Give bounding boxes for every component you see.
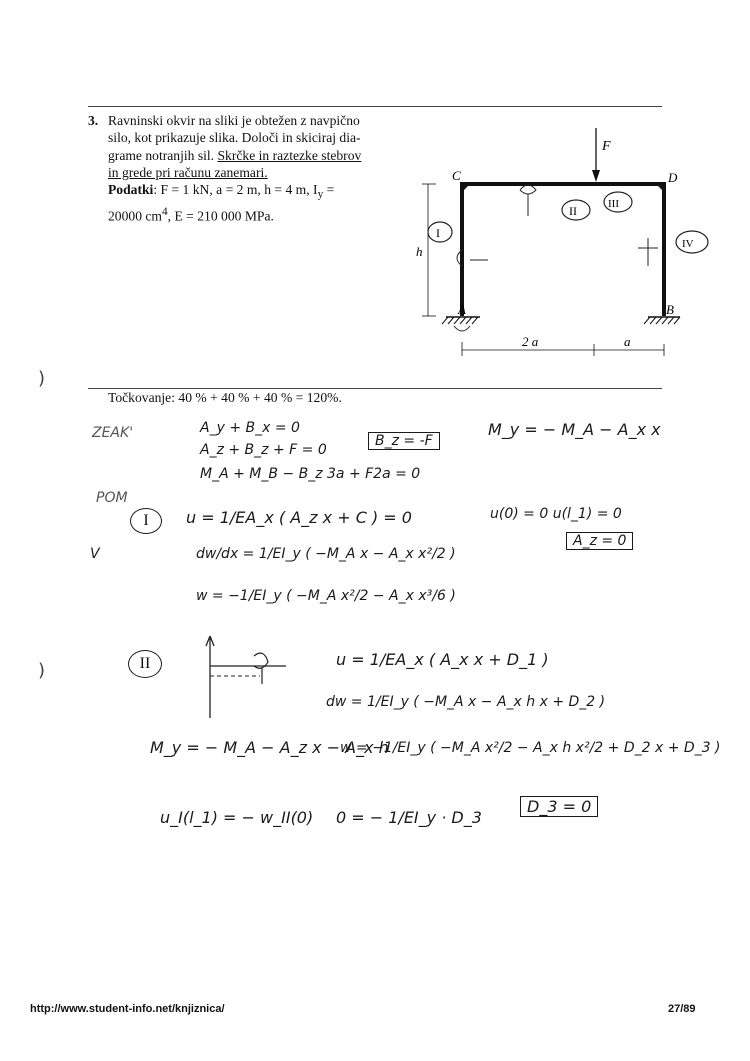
segment-label-II: II [569,204,577,218]
fixed-support-B [644,317,680,324]
fixed-support-A [442,317,478,324]
result-box: A_z = 0 [566,532,633,550]
segment-label-I: I [436,226,440,240]
problem-line: silo, kot prikazuje slika. Določi in skiciraj dia- [108,130,361,146]
segment-I-rotation: dw/dx = 1/EI_y ( −M_A x − A_x x²/2 ) [196,546,456,562]
problem-statement [88,112,408,225]
segment-label-IV: IV [682,238,694,250]
frame-figure [410,120,694,370]
underlined-instruction: in grede pri računu zanemari. [108,164,268,180]
equilibrium-equation: A_y + B_x = 0 [200,420,300,436]
page-number: 27/89 [668,1003,696,1015]
segment-circle-I: I [130,508,162,534]
label-a: a [624,334,631,349]
margin-mark: ) [38,368,46,389]
compatibility-condition: u_I(l_1) = − w_II(0) [160,808,314,827]
footer-url[interactable]: http://www.student-info.net/knjiznica/ [30,1003,225,1015]
data-line: Podatki: F = 1 kN, a = 2 m, h = 4 m, $I_y$ = [108,182,335,201]
problem-line: Ravninski okvir na sliki je obtežen z navpično [108,113,360,128]
segment-label-III: III [608,198,619,210]
segment-I-deflection: w = −1/EI_y ( −M_A x²/2 − A_x x³/6 ) [196,588,456,604]
result-box: D_3 = 0 [520,796,598,817]
middle-rule [88,388,662,389]
problem-line: grame notranjih sil. Skrčke in raztezke stebrov [108,147,362,163]
label-2a: 2 a [522,334,539,349]
segment-II-sketch [190,628,300,728]
segment-circle-II: II [128,650,162,678]
label-A: A [458,302,466,317]
problem-number: 3. [88,113,99,128]
label-h: h [416,244,423,259]
data-label: Podatki [108,182,154,198]
label-F: F [602,139,611,154]
problem-line [108,164,408,181]
handwritten-ravn-label: ZEAK' [92,425,134,441]
label-B: B [666,302,674,317]
compatibility-result: 0 = − 1/EI_y · D_3 [336,808,482,827]
segment-II-axial: u = 1/EA_x ( A_x x + D_1 ) [336,650,549,669]
moment-equation: M_y = − M_A − A_x x [488,420,661,439]
label-C: C [452,168,461,183]
boundary-conditions: u(0) = 0 u(l_1) = 0 [490,506,622,522]
margin-mark: ) [38,660,46,681]
handwritten-pom-label: POM [96,490,128,506]
equilibrium-equation: A_z + B_z + F = 0 [200,442,327,458]
top-rule [88,106,662,107]
underlined-instruction: Skrčke in raztezke stebrov [217,147,362,163]
label-D: D [668,170,678,185]
segment-I-axial: u = 1/EA_x ( A_z x + C ) = 0 [186,508,412,527]
scoring-line: Točkovanje: 40 % + 40 % + 40 % = 120%. [108,390,342,405]
data-line: 20000 $cm^4$, E = 210 000 MPa. [108,206,274,224]
result-box: B_z = -F [368,432,440,450]
segment-II-moment: M_y = − M_A − A_z x − A_x h [150,738,389,757]
margin-mark-v: V [90,546,100,562]
segment-II-deflection: w = −1/EI_y ( −M_A x²/2 − A_x h x²/2 + D_2 x + D_3 ) [340,740,721,756]
segment-II-rotation: dw = 1/EI_y ( −M_A x − A_x h x + D_2 ) [326,694,606,710]
equilibrium-equation: M_A + M_B − B_z 3a + F2a = 0 [200,466,421,482]
frame-members [462,184,664,316]
